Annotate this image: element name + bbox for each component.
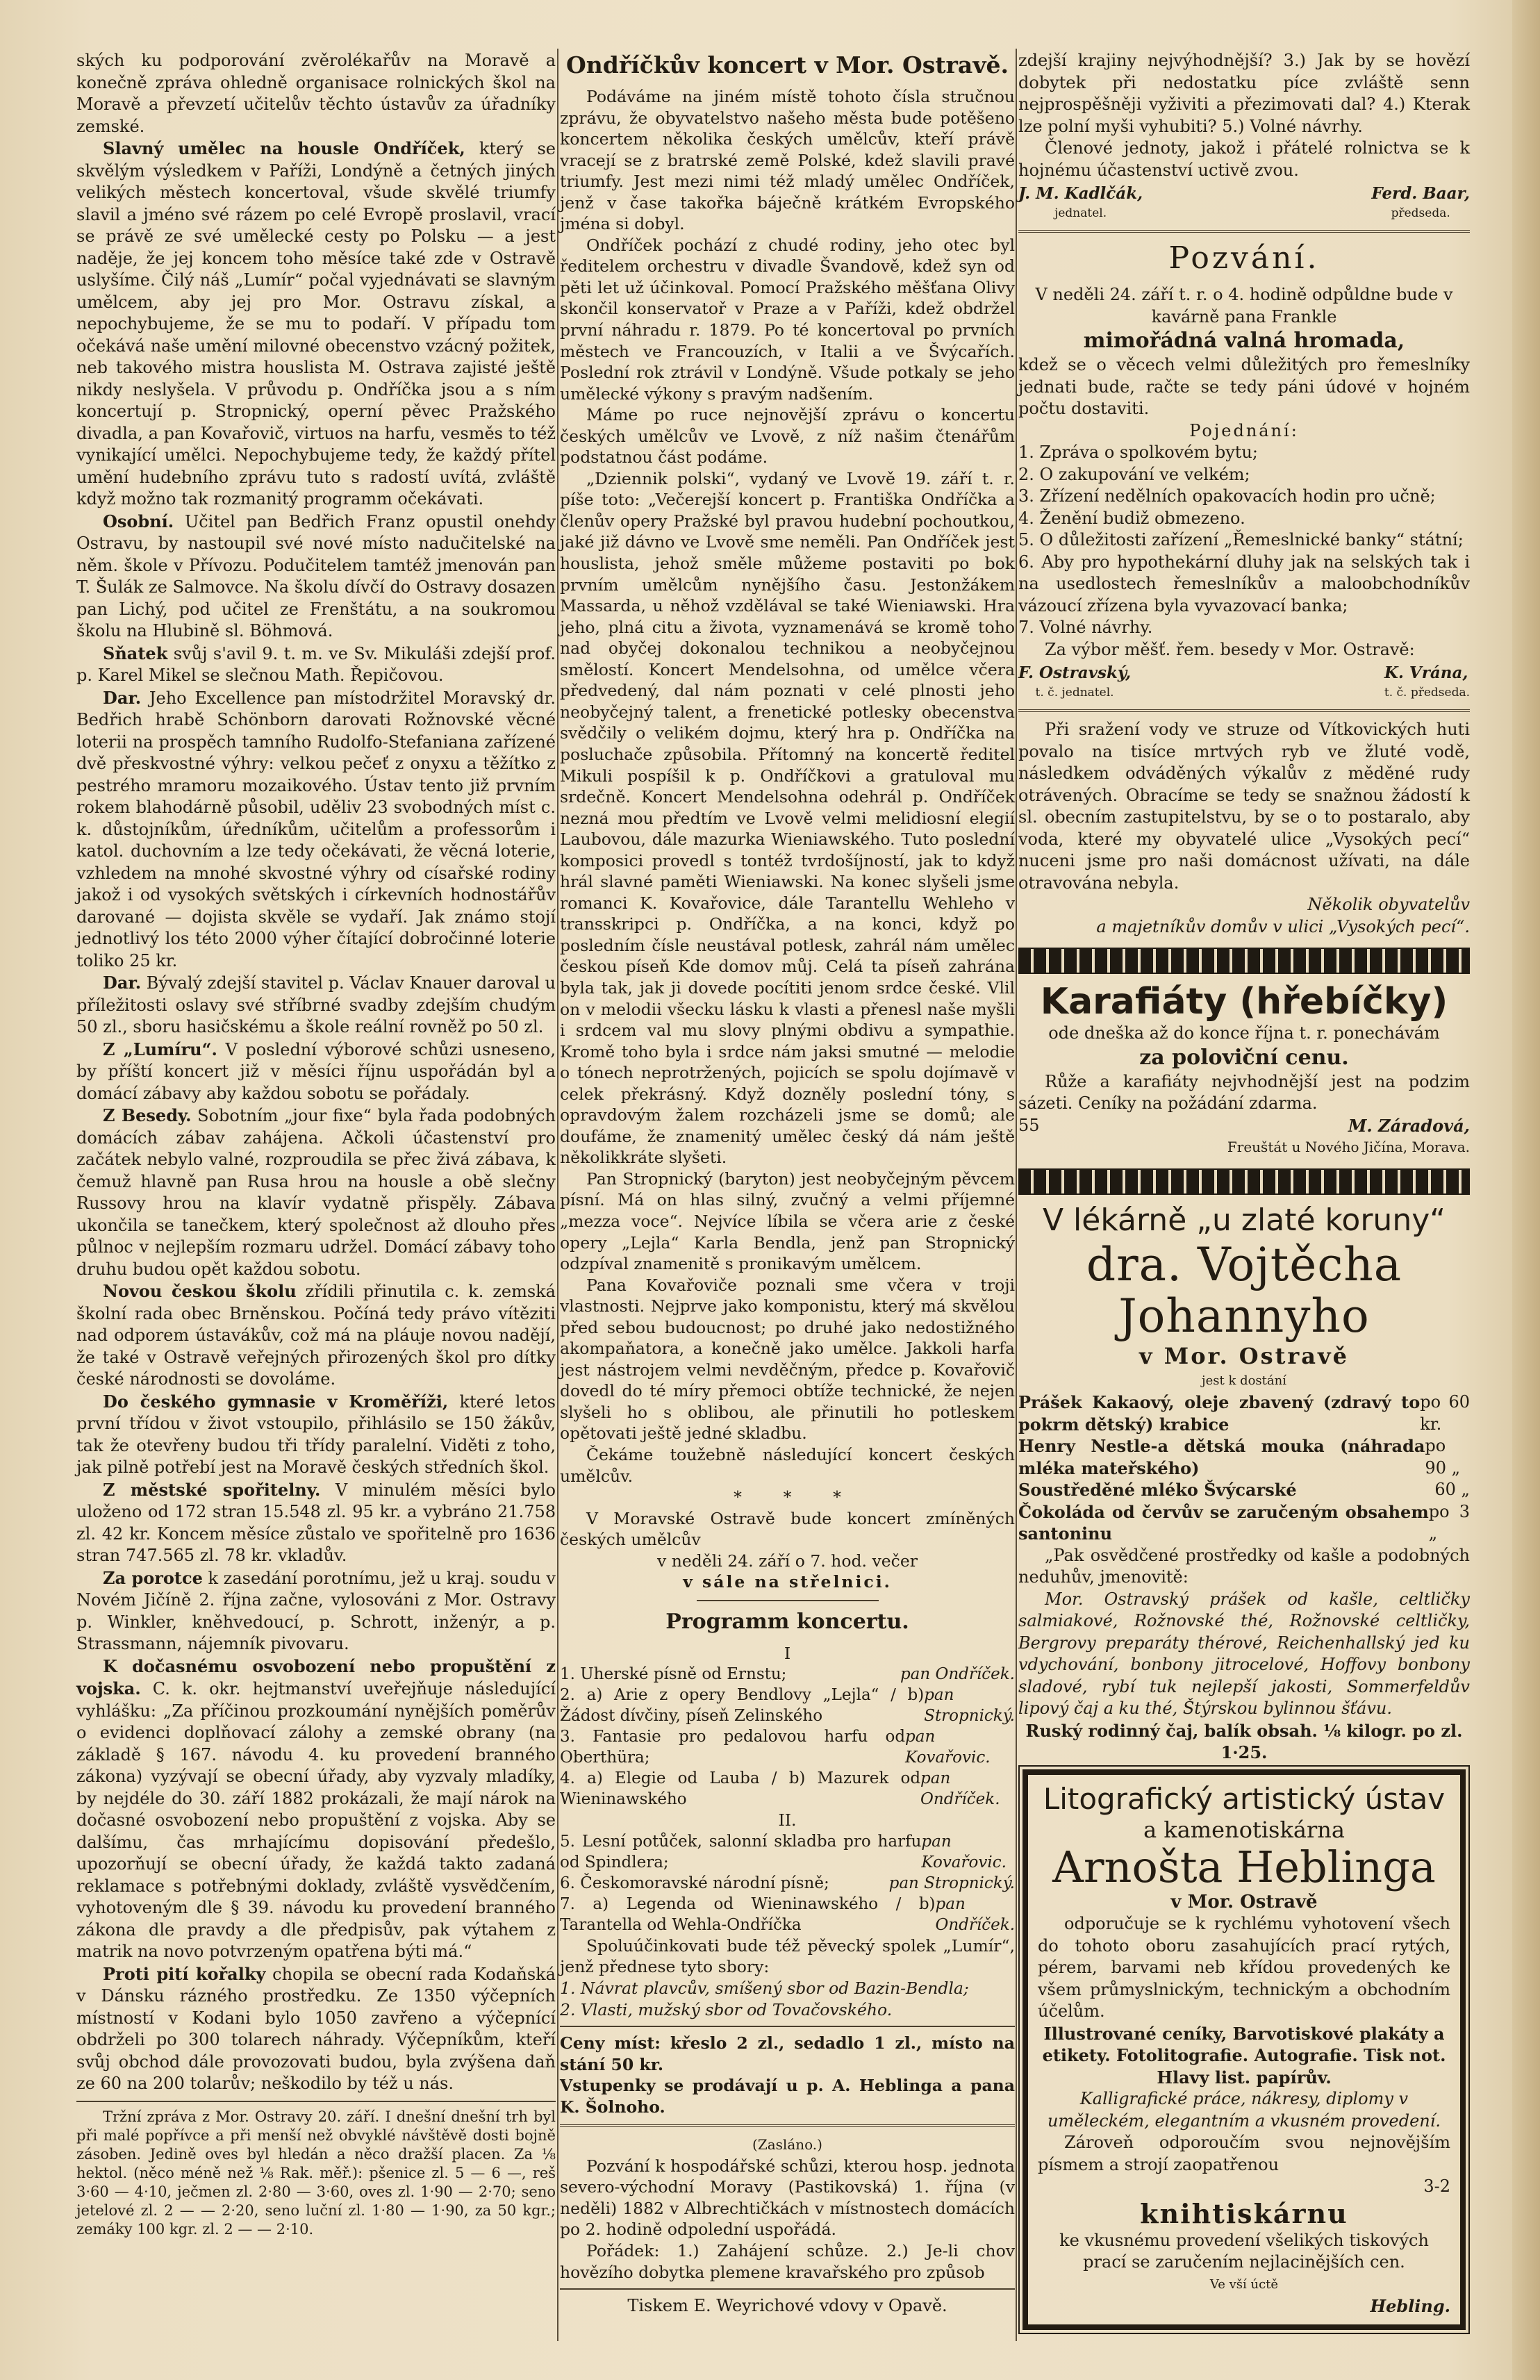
lithography-press-text: ke vkusnému provedení všelikých tiskových prací se zaručením nejlacinějších cen. <box>1059 2230 1429 2272</box>
column-middle <box>560 50 1015 2317</box>
signature-name: Ferd. Baar, <box>1371 184 1470 203</box>
ad-number: 3-2 <box>1423 2176 1450 2196</box>
lithography-press: knihtiskárnu <box>1140 2197 1348 2229</box>
pharmacy-title: V lékárně „u zlaté koruny“ <box>1042 1202 1446 1238</box>
agenda-item: 7. Volné návrhy. <box>1018 618 1153 637</box>
lithography-signature: Hebling. <box>1370 2296 1450 2316</box>
news-heading: Sňatek <box>103 643 168 663</box>
article-paragraph: Ondříček pochází z chudé rodiny, jeho otec byl ředitelem orchestru v divadle Švandově, kdež syn od pěti let už účinkoval. Pomocí Pražského měšťana Olivy skončil konservatoř v Praze a v Paříži, kdež obdržel první náhradu r. 1879. Po té koncertoval po prvních městech ve Francouzích, v Italii a ve Švýcařích. Poslední rok ztrávil v Londýně. Všude potkaly se jeho umělecké výkony s pravým nadšením. <box>560 235 1015 404</box>
news-ondricek <box>76 138 556 511</box>
ornament-border <box>1018 948 1470 974</box>
program-item <box>560 1768 1015 1810</box>
signature-title: jednatel. <box>1054 206 1107 220</box>
program-text: Českomoravské národní písně; <box>580 1874 829 1892</box>
lithography-city: v Mor. Ostravě <box>1170 1891 1318 1912</box>
news-body: který se skvělým výsledkem v Paříži, Londýně a četných jiných velikých městech koncertoval, všude skvělé triumfy slavil a jméno své rázem po celé Evropě proslavil, vrací se právě ze své umělecké cesty po Polsku — a jest naděje, že jej koncem toho měsíce také zde v Ostravě uslyšíme. Čilý náš „Lumír“ počal vyjednávati se slavným umělcem, aby jej pro Mor. Ostravu získal, a nepochybujeme, že se mu to podaří. V případu tom očekává naše umění milovné obecenstvo vzácný požitek, neb takového mistra houslista M. Ostrava zajisté ještě nikdy neslyšela. V průvodu p. Ondříčka jsou a s ním koncertují p. Stropnický, operní pěvec Pražského divadla, a pan Kovařovič, virtuos na harfu, vesměs to též vynikající umělci. Nepochybujeme tedy, že každý přítel umění hudebního zprávu tuto s radostí uvítá, zvláště když možno tak rozmanitý programm očekávati. <box>76 139 556 509</box>
program-item <box>560 1726 1015 1768</box>
pozvani-title: Pozvání. <box>1168 240 1320 276</box>
signature-title: předseda. <box>1391 206 1450 220</box>
article-paragraph: „Dziennik polski“, vydaný ve Lvově 19. září t. r. píše toto: „Večerejší koncert p. Františka Ondříčka a členův opery Pražské byl pravou hudební pochoutkou, jaké již dávno ve Lvově sme neměli. Pan Ondříček jest houslista, jehož směle můžeme postaviti po bok prvním umělcům nynějšího času. Jestonžákem Massarda, u něhož vzdělával se také Wieniawski. Hra jeho, plná citu a života, vyznamenává se kromě toho nad obyčej dokonalou technikou a neobyčejnou smělostí. Koncert Mendelsohna, od umělce včera předvedený, dal nám poznati v celé plnosti jeho neobyčejný talent, a frenetické potlesky obecenstva svědčily o velikém dojmu, který hra p. Ondříčka na posluchače způsobila. Přítomný na koncertě ředitel Mikuli pospíšil k p. Ondříčkovi a gratuloval mu srdečně. Koncert Mendelsohna odehrál p. Ondříček nezná mou předtím ve Lvově velmi melidiosní elegií Laubovou, dále mazurka Wieniawského. Tuto poslední komposici provedl s tontéž tvrdošíjností, jak to když hrál slavné paměti Wieniawski. Na konec slyšeli jsme romanci K. Kovařovice, dále Tarantellu Wehleho v transskripci p. Ondříčka, a na konci, když po posledním čísle neustával potlesk, zahrál nám umělec českou píseň Kde domov můj. Celá ta píseň zahrána byla tak, jak ji dovede pocítiti jenom srdce české. Vlil on v melodii všecku lásku k vlasti a přenesl naše myšli i srdcem val mu slovy plnými obdivu a sympathie. Kromě toho byla i srdce nám jaksi smutné — melodie o tónech neprotržených, pojicích se spolu dojímavě v celek překrásný. Když dozněly poslední tóny, s opravdovým žalem rozcházeli jsme se domů; ale doufáme, že znamenitý umělec český dá nám ještě několikkráte slyšeti. <box>560 468 1015 1168</box>
news-vojsko <box>76 1655 556 1963</box>
news-sporitelna <box>76 1479 556 1567</box>
asterisks: * * * <box>734 1487 841 1507</box>
zaslano-label: (Zasláno.) <box>752 2136 822 2154</box>
news-koralka <box>76 1963 556 2095</box>
price-item: Henry Nestle-a dětská mouka (náhrada mléka mateřského) <box>1018 1436 1425 1478</box>
market-report: Tržní zpráva z Mor. Ostravy 20. září. I dnešní dnešní trh byl při malé popřívce a při menší než obvyklé návštěvě dosti bojně zásoben. Jedině oves byl hledán a něco dražší placen. Za ⅛ hektol. (něco méně než ⅛ Rak. měř.): pšenice zl. 5 — 6 —, reš 3·60 — 4·10, ječmen zl. 2·80 — 3·60, oves zl. 1·90 — 2·70; seno jetelové zl. 2 — — 2·20, seno luční zl. 1·80 — 1·90, za 50 kgr.; zemáky 100 kgr. zl. 2 — — 2·10. <box>76 2108 556 2238</box>
price-row <box>1018 1391 1470 1435</box>
program-performer: pan Kovařovic. <box>921 1832 1007 1871</box>
divider <box>76 2101 556 2102</box>
news-body: k zasedání porotnímu, jež u kraj. soudu v Novém Jičíně 2. října začne, vylosováni z Mor. Ostravy p. Winkler, kněhvedoucí, p. Schrott, inženýr, a p. Strassmann, nájemník pivovaru. <box>76 1568 556 1653</box>
divider <box>1018 709 1470 712</box>
news-heading: Z městské spořitelny. <box>103 1479 321 1500</box>
price-item: Prášek Kakaový, oleje zbavený (zdravý to pokrm dětský) krabice <box>1018 1392 1421 1435</box>
signature-title: t. č. předseda. <box>1384 686 1470 700</box>
lithography-regards: Ve vší úctě <box>1209 2276 1279 2292</box>
news-heading: Slavný umělec na housle Ondříček, <box>103 138 465 158</box>
news-body: Sobotním „jour fixe“ byla řada podobných domácích zábav zahájena. Ačkoli účastenství pro začátek nebylo valné, rozproudila se přec živá zábava, k čemuž hlavně pan Rusa hrou na housle a obě slečny Russovy hrou na klavír vydatně přispěly. Zábava ukončila se tanečkem, který společnost až dlouho přes půlnoc v nejlepším rozmaru udržel. Domácí zábavy toho druhu budou opět každou sobotu. <box>76 1106 556 1279</box>
agenda-item: 3. Zřízení nedělních opakovacích hodin pro učně; <box>1018 486 1436 506</box>
pharmacy-remedies: Mor. Ostravský prášek od kašle, celtličky salmiakové, Rožnovské thé, Rožnovské celtličky, Bergrovy preparáty thérové, Reichenhallský jed ku vdychování, bonbony jitrocelové, Hoffovy bonbony sladové, rybí tuk nejlepší jakosti, Sommerfeldův lipový čaj a ku thé, Štýrskou bylinnou šťávu. <box>1018 1589 1470 1718</box>
news-heading: Novou českou školu <box>103 1281 297 1301</box>
fish-signature: Několik obyvatelův <box>1307 895 1470 914</box>
divider <box>560 2124 1015 2127</box>
program-text: Fantasie pro pedalovou harfu od Oberthüra; <box>560 1728 906 1767</box>
article-paragraph: Podáváme na jiném místě tohoto čísla stručnou zprávu, že obyvatelstvo našeho města bude potěšeno koncertem několika českých umělcův, kteří právě vracejí se z bratrské země Polské, kdež slavili pravé triumfy. Jest mezi nimi též mladý umělec Ondříček, jenž v čase takořka báječně krátkém Evropského jména si dobyl. <box>560 87 1015 234</box>
news-heading: Proti pití kořalky <box>103 1963 266 1984</box>
news-body: V minulém měsíci bylo uloženo od 172 stran 15.548 zl. 95 kr. a vybráno 21.758 zl. 42 kr. Koncem měsíce zůstalo ve spořitelně pro 1636 stran 747.565 zl. 78 kr. vkladův. <box>76 1480 556 1565</box>
program-text: Uherské písně od Ernstu; <box>580 1665 787 1684</box>
pharmacy-tea: Ruský rodinný čaj, balík obsah. ⅛ kilogr. po zl. 1·25. <box>1025 1720 1463 1762</box>
pozvani-intro: V neděli 24. září t. r. o 4. hodině odpůldne bude v kavárně pana Frankle <box>1035 285 1453 327</box>
lithography-calligraphy: Kalligrafické práce, nákresy, diplomy v uměleckém, elegantním a vkusném provedení. <box>1047 2089 1441 2131</box>
committee-line: Za výbor měšť. řem. besedy v Mor. Ostravě: <box>1045 639 1415 659</box>
pharmacy-city: v Mor. Ostravě <box>1139 1342 1349 1369</box>
news-heading: Osobní. <box>103 511 174 531</box>
article-paragraph: Pan Stropnický (baryton) jest neobyčejným pěvcem písní. Má on hlas silný, zvučný a velmi příjemné „mezza voce“. Nejvíce líbila se včera arie z české opery „Lejla“ Karla Bendla, jenž pan Stropnický odzpíval znamenitě s pronikavým umělcem. <box>560 1168 1015 1274</box>
program-part: I <box>784 1643 791 1663</box>
ad-number: 55 <box>1018 1115 1040 1135</box>
program-performer: pan Stropnický. <box>888 1874 1015 1892</box>
signature-left <box>1018 663 1131 702</box>
news-heading: K dočasnému osvobození nebo propuštění z vojska. <box>76 1655 556 1699</box>
news-body: V poslední výborové schůzi usneseno, by příští koncert již v měsíci říjnu uspořádán byl a domácí zábavy aby každou sobotu se pořádaly. <box>76 1039 556 1103</box>
news-body: zřídili přinutila c. k. zemská školní rada obec Brněnskou. Počíná tedy právo vítěziti nad odporem ústavákův, což má na pláuje novou nadějí, že také v Ostravě veřejných přirozených škol pro dítky české národnosti se dovoláme. <box>76 1282 556 1389</box>
program-performer: pan Ondříček. <box>935 1894 1015 1934</box>
price-list <box>1018 1391 1470 1545</box>
ornament-border <box>1018 1168 1470 1195</box>
news-snatek <box>76 643 556 687</box>
program-item <box>560 1685 1015 1726</box>
carnation-ad-text: ode dneška až do konce října t. r. ponechávám <box>1048 1023 1440 1043</box>
program-list-1 <box>560 1664 1015 1810</box>
price-row <box>1018 1435 1470 1479</box>
program-text: a) Legenda od Wieninawského / b) Tarantella od Wehla-Ondříčka <box>560 1894 936 1934</box>
agenda-item: 5. O důležitosti zařízení „Řemeslnické banky“ státní; <box>1018 530 1464 549</box>
agenda-invite: Členové jednoty, jakož i přátelé rolnictva se k hojnému účastenství uctivě zvou. <box>1018 138 1470 180</box>
fish-complaint: Při sražení vody ve struze od Vítkovických huti povalo na tisíce mrtvých ryb ve žluté vodě, následkem odváděných výkalův z měděné rudy otrávených. Obracíme se tedy se snažnou žádostí k sl. obecním zastupitelstvu, by se o to postaralo, aby voda, které my obyvatelé ulice „Vysokých pecí“ nuceni jsme pro naši domácnost užívati, na dále otravována nebyla. <box>1018 720 1470 893</box>
article-paragraph: Máme po ruce nejnovější zprávu o koncertu českých umělcův ve Lvově, z níž našim čtenářům podstatnou část podáme. <box>560 405 1015 468</box>
ticket-prices: Ceny míst: křeslo 2 zl., sedadlo 1 zl., místo na stání 50 kr. <box>560 2033 1015 2074</box>
signature-right <box>1384 663 1470 702</box>
carnation-ad-body: Růže a karafiáty nejvhodnější jest na podzim sázeti. Ceníky na požádání zdarma. <box>1018 1071 1470 1113</box>
program-number: 4. <box>560 1769 575 1788</box>
news-heading: Dar. <box>103 687 142 708</box>
concert-date: v neděli 24. září o 7. hod. večer <box>657 1551 918 1571</box>
pozvani-agenda-label: Pojednání: <box>1189 420 1299 440</box>
divider <box>560 2288 1015 2290</box>
news-dar-2 <box>76 972 556 1039</box>
program-number: 1. <box>560 1665 575 1684</box>
news-heading: Dar. <box>103 973 142 993</box>
news-lumir <box>76 1039 556 1105</box>
program-text: Lesní potůček, salonní skladba pro harfu od Spindlera; <box>560 1832 922 1871</box>
price-item: Soustředěné mléko Švýcarské <box>1018 1480 1297 1500</box>
carnation-ad-title: Karafiáty (hřebíčky) <box>1040 981 1448 1023</box>
lumir-item: 2. Vlasti, mužský sbor od Tovačovského. <box>560 1999 893 2019</box>
agenda-item: 4. Ženění budiž obmezeno. <box>1018 508 1245 528</box>
signature-right <box>1371 184 1470 223</box>
program-text: a) Arie z opery Bendlovy „Lejla“ / b) Žádost dívčiny, píseň Zelinského <box>560 1686 925 1726</box>
signature-name: K. Vrána, <box>1384 663 1468 682</box>
program-part: II. <box>778 1810 797 1831</box>
carnation-ad-signature: M. Záradová, <box>1348 1115 1470 1136</box>
news-beseda <box>76 1105 556 1280</box>
lithography-body: odporučuje se k rychlému vyhotovení všech do tohoto oboru zasahujících prací rytých, pérem, barvami neb křídou provedených ke všem průmyslnickým, technickým a obchodním účelům. <box>1038 1914 1450 2021</box>
agenda-list <box>1018 442 1470 639</box>
program-item <box>560 1873 1015 1894</box>
article-paragraph: Pana Kovařoviče poznali sme včera v troji vlastnosti. Nejprve jako komponistu, který má skvělou před sebou budoucnost; po druhé jako nedostižného akompaňatora, a konečně jako umělce. Jakkoli harfa jest nástrojem velmi nevděčným, předce p. Kovařovič dovedl do té míry přemoci obtíže technické, že nejen slyšeli ho s oblibou, ale přinutili ho potleskem opětovati ještě jedné skladbu. <box>560 1275 1015 1444</box>
news-osobni <box>76 511 556 643</box>
program-performer: pan Ondříček. <box>900 1665 1015 1684</box>
news-porotce <box>76 1567 556 1655</box>
ticket-sales: Vstupenky se prodávají u p. A. Heblinga a pana K. Šolnoho. <box>560 2076 1015 2117</box>
article-paragraph: Čekáme toužebně následující koncert českých umělcův. <box>560 1445 1015 1486</box>
column-rule <box>557 49 558 2341</box>
concert-announcement: V Moravské Ostravě bude koncert zmíněných českých umělcův <box>560 1508 1015 1550</box>
program-performer: pan Kovařovic. <box>905 1728 991 1767</box>
news-heading: Z Besedy. <box>103 1105 192 1125</box>
divider <box>697 1600 879 1601</box>
lumir-item: 1. Návrat plavcův, smíšený sbor od Bazin-Bendla; <box>560 1978 969 1999</box>
lithography-sub: a kamenotiskárna <box>1143 1816 1345 1843</box>
lithography-title: Litografický artistický ústav <box>1043 1781 1446 1816</box>
intro-paragraph: ských ku podporování zvěrolékařův na Moravě a konečně zpráva ohledně organisace rolnických škol na Moravě a převzetí učitelův těchto ústavův za úřadníky zemské. <box>76 51 556 136</box>
divider <box>560 2026 1015 2027</box>
fish-signature-2: a majetníkův domův v ulici „Vysokých pecí“. <box>1096 916 1470 936</box>
lithography-owner: Arnošta Heblinga <box>1052 1841 1436 1892</box>
article-title: Ondříčkův koncert v Mor. Ostravě. <box>566 51 1009 78</box>
news-body: Učitel pan Bedřich Franz opustil onehdy Ostravu, by nastoupil své nové místo nadučitelské na něm. škole v Přívozu. Podučitelem tamtéž jmenován pan T. Šulák ze Salmovce. Na školu dívčí do Ostravy dosazen pan Lichý, pod učitel ze Frenštátu, a na soukromou školu na Hlubině sl. Böhmová. <box>76 511 556 641</box>
concert-venue: v sále na střelnici. <box>683 1572 892 1592</box>
news-skola <box>76 1280 556 1391</box>
carnation-ad-place: Freuštát u Nového Jičína, Morava. <box>1227 1139 1470 1155</box>
carnation-ad-sign <box>1018 1115 1470 1137</box>
price-row <box>1018 1501 1470 1545</box>
program-number: 2. <box>560 1686 575 1705</box>
program-number: 3. <box>560 1728 575 1746</box>
agenda-continuation: zdejší krajiny nejvýhodnější? 3.) Jak by se hovězí dobytek při nedostatku píce zvláště senn nejprospěšněji vyživiti a přezimovati dal? 4.) Kterak lze polní myši vyhubiti? 5.) Volné návrhy. <box>1018 51 1470 136</box>
divider <box>1018 230 1470 233</box>
program-number: 5. <box>560 1832 575 1851</box>
column-left <box>76 50 556 2239</box>
news-body: svůj s'avil 9. t. m. ve Sv. Mikuláši zdejší prof. p. Karel Mikel se slečnou Math. Řepičovou. <box>76 643 556 685</box>
program-item <box>560 1894 1015 1935</box>
news-body: Bývalý zdejší stavitel p. Václav Knauer daroval u příležitosti oslavy své stříbrné svadby zdejším chudým 50 zl., sboru hasičskému a škole reální rovněž po 50 zl. <box>76 973 556 1036</box>
news-heading: Do českého gymnasie v Kroměříži, <box>103 1391 449 1412</box>
program-number: 6. <box>560 1874 575 1892</box>
news-body: C. k. okr. hejtmanství uveřejňuje následující vyhlášku: „Za příčinou prozkoumání nynějších poměrův o evidenci doplňovací zálohy a zemské obrany (na základě § 167. návodu 4. ku provedení branného zákona) vyzývají se obecní úřady, aby vyzvaly mladíky, by nejdéle do 30. září 1882 prokázali, že mají nárok na dočasné osvobození nebo propuštění z vojska. Aby se dalšímu, čas mrhajícímu dopisování předešlo, upozorňují se obecní úřady, že každá takto zadaná reklamace s potřebnými doklady, zvláště vysvědčením, vyhotoveným dle § 39. návodu ku provedení branného zákona dle pravdy a dle předpisův, pak výtahem z matrik na novo potvrzeným opatřena býti má.“ <box>76 1679 556 1961</box>
agenda-item: 6. Aby pro hypothekární dluhy jak na selských tak i na usedlostech řemeslníkův a maloobchodníkův vázoucí zřízena byla vyvazovací banka; <box>1018 552 1470 615</box>
lithography-ad <box>1022 1769 1466 2330</box>
column-rule <box>1016 49 1017 2341</box>
price-value: 60 „ <box>1434 1480 1470 1499</box>
page-edge <box>1512 0 1540 2380</box>
lithography-also: Zároveň odporoučím svou nejnovějším písmem a strojí zaopatřenou <box>1038 2133 1450 2174</box>
signature-left <box>1018 184 1143 223</box>
program-performer: pan Stropnický. <box>924 1686 1015 1726</box>
program-number: 7. <box>560 1894 575 1913</box>
program-text: a) Elegie od Lauba / b) Mazurek od Wieninawského <box>560 1769 921 1809</box>
news-body: Jeho Excellence pan místodržitel Moravský dr. Bedřich hrabě Schönborn darovati Rožnovské věcné loterii na prospěch tamního Rudolfo-Stefaniana zařízené dvě přeskvostné výhry: velkou pečeť z onyxu a těžítko z pestrého mramoru mozaikového. Ústav tento již prvním rokem blahodárně působil, uděliv 23 svobodných míst c. k. důstojníkům, úředníkům, učitelům a professorům i katol. duchovním a lze tedy očekávati, že věcná loterie, vzhledem na mnohé skvostné výhry od císařské rodiny jakož i od vysokých světských i církevních hodnostářův darované — dojista skvěle se vydaří. Jak známo stojí jednotlivý los této 2000 výher čítající dobročinné loterie toliko 25 kr. <box>76 688 556 970</box>
news-heading: Za porotce <box>103 1567 203 1588</box>
news-body: které letos první třídou v život vstoupilo, přihlásilo se 150 žákův, tak že otevřeny budou tři třídy paralelní. Viděti z toho, jak pilně potřebí jest na Moravě českých středních škol. <box>76 1391 556 1477</box>
news-dar-1 <box>76 687 556 973</box>
agenda-item: 1. Zpráva o spolkovém bytu; <box>1018 443 1258 462</box>
price-value: po 90 „ <box>1425 1436 1461 1478</box>
program-list-2 <box>560 1831 1015 1935</box>
lithography-services: Illustrované ceníky, Barvotiskové plakáty a etikety. Fotolitografie. Autografie. Tisk not. Hlavy list. papírův. <box>1042 2023 1446 2088</box>
pozvani-body: kdež se o věcech velmi důležitých pro řemeslníky jednati bude, račte se tedy páni údové v hojném počtu dostaviti. <box>1018 355 1470 418</box>
news-gymnasium <box>76 1391 556 1479</box>
lumir-note: Spoluúčinkovati bude též pěvecký spolek „Lumír“, jenž přednese tyto sbory: <box>560 1935 1015 1977</box>
signatures <box>1018 184 1470 223</box>
farm-agenda: Pořádek: 1.) Zahájení schůze. 2.) Je-li chov hovězího dobytka plemene kravařského pro způsob <box>560 2241 1015 2282</box>
farm-invitation: Pozvání k hospodářské schůzi, kterou hosp. jednota severo-východní Moravy (Pastikovská) 1. října (v neděli) 1882 v Albrechtičkách v místnostech domácích po 2. hodině odpolední uspořádá. <box>560 2156 1015 2240</box>
news-body: chopila se obecní rada Kodaňská v Dánsku rázného prostředku. Ze 1350 výčepních místností v Kodani bylo 1050 zavřeno a výčepnící obdrželi po 300 tolarech náhrady. Výčepníkům, kteří svůj obchod dále provozovati budou, byla zvýšena daň ze 60 na 200 tolarův; neškodilo by též u nás. <box>76 1964 556 2093</box>
pozvani-heading: mimořádná valná hromada, <box>1083 329 1405 353</box>
carnation-ad-price: za poloviční cenu. <box>1139 1045 1349 1070</box>
price-row <box>1018 1479 1470 1501</box>
signature-name: F. Ostravský, <box>1018 663 1132 682</box>
price-value: po 60 kr. <box>1420 1392 1470 1434</box>
pharmacy-remedies-intro: „Pak osvědčené prostředky od kašle a podobných neduhův, jmenovitě: <box>1018 1545 1470 1587</box>
pharmacy-avail: jest k dostání <box>1202 1373 1286 1388</box>
signature-name: J. M. Kadlčák, <box>1018 184 1143 203</box>
news-heading: Z „Lumíru“. <box>103 1039 217 1059</box>
program-item <box>560 1664 1015 1685</box>
program-performer: pan Ondříček. <box>920 1769 1000 1809</box>
program-title: Programm koncertu. <box>665 1609 909 1634</box>
program-item <box>560 1831 1015 1873</box>
printer-imprint: Tiskem E. Weyrichové vdovy v Opavě. <box>627 2296 947 2316</box>
signatures <box>1018 663 1470 702</box>
pharmacy-owner: dra. Vojtěcha Johannyho <box>1086 1237 1402 1343</box>
price-item: Čokoláda od červův se zaručeným obsahem santoninu <box>1018 1501 1429 1544</box>
price-value: po 3 „ <box>1428 1501 1470 1543</box>
signature-title: t. č. jednatel. <box>1035 686 1114 700</box>
agenda-item: 2. O zakupování ve velkém; <box>1018 464 1250 484</box>
column-right <box>1018 50 1470 2336</box>
